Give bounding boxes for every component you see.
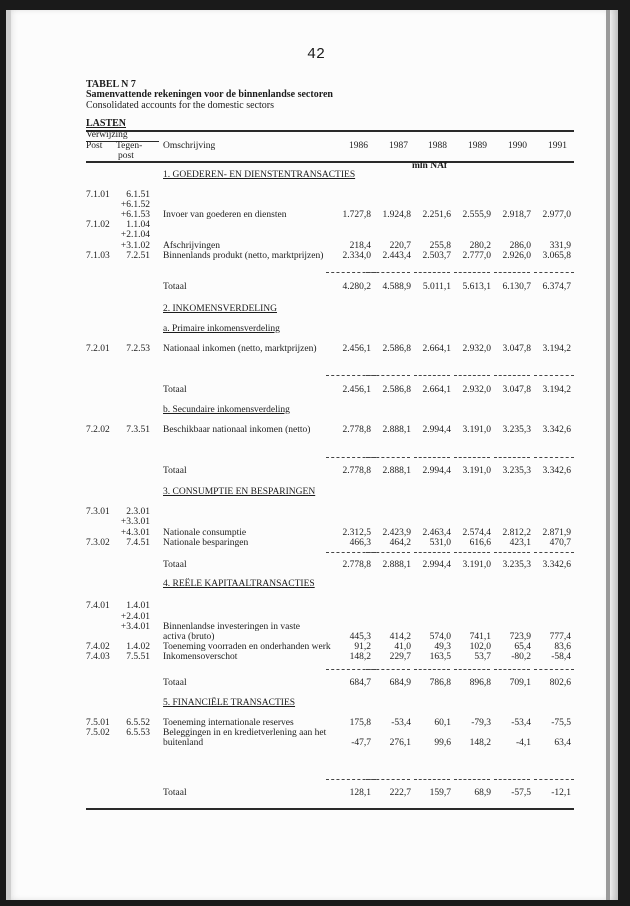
value-1991: 470,7	[549, 538, 571, 548]
value-1988: 163,5	[429, 652, 451, 662]
post-code: 7.1.01	[86, 190, 110, 200]
total-1989: 5.613,1	[462, 282, 491, 292]
subsection-title-2a: a. Primaire inkomensverdeling	[163, 324, 280, 334]
tegenpost-code: 2.3.01	[126, 507, 150, 517]
row-description: Beschikbaar nationaal inkomen (netto)	[163, 425, 311, 435]
total-row	[0, 282, 612, 294]
value-1986: 466,3	[349, 538, 371, 548]
value-1986: 218,4	[349, 241, 371, 251]
table-row	[0, 251, 612, 263]
value-1987: 229,7	[389, 652, 411, 662]
value-1989: 280,2	[469, 241, 491, 251]
total-1989: 3.191,0	[462, 560, 491, 570]
row-description-cont: buitenland	[163, 738, 204, 748]
total-row	[0, 466, 612, 478]
table-side-label: LASTEN	[86, 118, 127, 129]
value-1989: 2.574,4	[462, 528, 491, 538]
value-1987: 464,2	[389, 538, 411, 548]
value-1990: -80,2	[511, 652, 531, 662]
value-1987: 41,0	[394, 642, 411, 652]
total-1988: 2.664,1	[422, 385, 451, 395]
value-1991: -75,5	[551, 718, 571, 728]
value-1986: 175,8	[349, 718, 371, 728]
row-description: Inkomensoverschot	[163, 652, 238, 662]
value-1991: -58,4	[551, 652, 571, 662]
value-1991: 63,4	[554, 738, 571, 748]
total-1990: -57,5	[511, 788, 531, 798]
header-year-1989: 1989	[468, 141, 487, 151]
total-1991: -12,1	[551, 788, 571, 798]
table-title-nl: Samenvattende rekeningen voor de binnenlandse sectoren	[86, 89, 333, 100]
value-1987: 2.888,1	[382, 425, 411, 435]
value-1988: 531,0	[429, 538, 451, 548]
header-post: Post	[86, 141, 103, 151]
value-1990: -4,1	[515, 738, 531, 748]
total-1991: 6.374,7	[542, 282, 571, 292]
total-1986: 684,7	[349, 678, 371, 688]
row-description: Beleggingen in en kredietverlening aan het	[163, 728, 327, 738]
row-description: Toeneming voorraden en onderhanden werk	[163, 642, 331, 652]
tegenpost-code: +6.1.53	[120, 210, 150, 220]
total-1988: 5.011,1	[422, 282, 451, 292]
tegenpost-code: 7.5.51	[126, 652, 150, 662]
tegenpost-code: 1.1.04	[126, 220, 150, 230]
tegenpost-code: 6.5.52	[126, 718, 150, 728]
tegenpost-code: +2.4.01	[120, 612, 150, 622]
row-description: Nationaal inkomen (netto, marktprijzen)	[163, 344, 317, 354]
value-1991: 2.871,9	[542, 528, 571, 538]
value-1991: 83,6	[554, 642, 571, 652]
table-title-en: Consolidated accounts for the domestic sectors	[86, 100, 275, 111]
total-1987: 4.588,9	[382, 282, 411, 292]
value-1989: 2.777,0	[462, 251, 491, 261]
section-title-4: 4. REËLE KAPITAALTRANSACTIES	[163, 579, 315, 589]
value-1988: 2.251,6	[422, 210, 451, 220]
value-1989: 2.932,0	[462, 344, 491, 354]
header-year-1986: 1986	[349, 141, 368, 151]
row-description: Invoer van goederen en diensten	[163, 210, 287, 220]
total-row	[0, 385, 612, 397]
total-1988: 2.994,4	[422, 560, 451, 570]
header-description: Omschrijving	[163, 141, 216, 151]
value-1988: 2.994,4	[422, 425, 451, 435]
value-1988: 60,1	[434, 718, 451, 728]
total-1987: 2.888,1	[382, 466, 411, 476]
total-1990: 3.047,8	[502, 385, 531, 395]
total-1989: 896,8	[469, 678, 491, 688]
row-description: Nationale consumptie	[163, 528, 247, 538]
value-1988: 49,3	[434, 642, 451, 652]
tegenpost-code: 1.4.01	[126, 601, 150, 611]
value-1990: 65,4	[514, 642, 531, 652]
section-title-3: 3. CONSUMPTIE EN BESPARINGEN	[163, 487, 316, 497]
header-year-1991: 1991	[548, 141, 567, 151]
total-1989: 3.191,0	[462, 466, 491, 476]
value-1986: 1.727,8	[342, 210, 371, 220]
value-1986: 2.334,0	[342, 251, 371, 261]
post-code: 7.4.03	[86, 652, 110, 662]
total-1989: 68,9	[474, 788, 491, 798]
value-1986: 445,3	[349, 632, 371, 642]
post-code: 7.4.02	[86, 642, 110, 652]
value-1989: 102,0	[469, 642, 491, 652]
value-1991: 777,4	[549, 632, 571, 642]
value-1988: 2.463,4	[422, 528, 451, 538]
table-row	[0, 652, 612, 664]
total-1991: 3.194,2	[542, 385, 571, 395]
page-left-edge	[6, 10, 11, 900]
value-1990: 3.047,8	[502, 344, 531, 354]
table-row	[0, 738, 612, 750]
value-1987: 2.586,8	[382, 344, 411, 354]
post-code: 7.3.01	[86, 507, 110, 517]
post-code: 7.4.01	[86, 601, 110, 611]
total-row	[0, 560, 612, 572]
value-1988: 574,0	[429, 632, 451, 642]
table-bottom-rule	[86, 808, 574, 810]
row-description: Binnenlandse investeringen in vaste	[163, 622, 300, 632]
tegenpost-code: 1.4.02	[126, 642, 150, 652]
total-1990: 6.130,7	[502, 282, 531, 292]
total-label: Totaal	[163, 788, 187, 798]
value-1990: 2.926,0	[502, 251, 531, 261]
header-year-1988: 1988	[428, 141, 447, 151]
value-1987: -53,4	[391, 718, 411, 728]
total-1986: 4.280,2	[342, 282, 371, 292]
value-1989: 2.555,9	[462, 210, 491, 220]
subsection-title-2b: b. Secundaire inkomensverdeling	[163, 405, 290, 415]
value-1987: 2.443,4	[382, 251, 411, 261]
value-1991: 331,9	[549, 241, 571, 251]
total-label: Totaal	[163, 466, 187, 476]
value-1989: 3.191,0	[462, 425, 491, 435]
value-1987: 414,2	[389, 632, 411, 642]
total-1991: 3.342,6	[542, 466, 571, 476]
value-1986: 2.312,5	[342, 528, 371, 538]
value-1986: 91,2	[354, 642, 371, 652]
value-1986: 148,2	[349, 652, 371, 662]
value-1987: 220,7	[389, 241, 411, 251]
total-1990: 709,1	[509, 678, 531, 688]
value-1990: 3.235,3	[502, 425, 531, 435]
value-1988: 2.503,7	[422, 251, 451, 261]
row-description: Nationale besparingen	[163, 538, 249, 548]
value-1989: 53,7	[474, 652, 491, 662]
total-row	[0, 788, 612, 800]
page-right-edge	[606, 10, 610, 900]
post-code: 7.3.02	[86, 538, 110, 548]
total-1986: 128,1	[349, 788, 371, 798]
total-1987: 2.888,1	[382, 560, 411, 570]
tegenpost-code: +3.4.01	[120, 622, 150, 632]
post-code: 7.1.02	[86, 220, 110, 230]
unit-label: mln NAf	[412, 161, 448, 171]
tegenpost-code: +6.1.52	[120, 200, 150, 210]
post-code: 7.1.03	[86, 251, 110, 261]
post-code: 7.2.01	[86, 344, 110, 354]
table-row	[0, 425, 612, 437]
value-1988: 2.664,1	[422, 344, 451, 354]
total-1989: 2.932,0	[462, 385, 491, 395]
total-label: Totaal	[163, 678, 187, 688]
tegenpost-code: 7.2.53	[126, 344, 150, 354]
total-1986: 2.778,8	[342, 560, 371, 570]
header-tegenpost-2: post	[118, 151, 134, 161]
tegenpost-code: +4.3.01	[120, 528, 150, 538]
value-1990: 2.812,2	[502, 528, 531, 538]
value-1990: 423,1	[509, 538, 531, 548]
value-1991: 3.194,2	[542, 344, 571, 354]
total-1987: 2.586,8	[382, 385, 411, 395]
tegenpost-code: 7.3.51	[126, 425, 150, 435]
tegenpost-code: 7.2.51	[126, 251, 150, 261]
value-1987: 1.924,8	[382, 210, 411, 220]
value-1989: -79,3	[471, 718, 491, 728]
total-label: Totaal	[163, 385, 187, 395]
table-row	[0, 344, 612, 356]
total-1987: 222,7	[389, 788, 411, 798]
value-1991: 3.342,6	[542, 425, 571, 435]
total-1990: 3.235,3	[502, 466, 531, 476]
value-1990: 286,0	[509, 241, 531, 251]
tegenpost-code: 6.1.51	[126, 190, 150, 200]
value-1988: 99,6	[434, 738, 451, 748]
value-1986: 2.456,1	[342, 344, 371, 354]
header-year-1990: 1990	[508, 141, 527, 151]
total-1988: 159,7	[429, 788, 451, 798]
total-1988: 2.994,4	[422, 466, 451, 476]
value-1990: 723,9	[509, 632, 531, 642]
row-description: Toeneming internationale reserves	[163, 718, 294, 728]
tegenpost-code: 6.5.53	[126, 728, 150, 738]
value-1989: 148,2	[469, 738, 491, 748]
section-title-2: 2. INKOMENSVERDELING	[163, 304, 277, 314]
value-1986: -47,7	[351, 738, 371, 748]
header-verwijzing: Verwijzing	[86, 130, 128, 140]
total-1986: 2.456,1	[342, 385, 371, 395]
row-description: Afschrijvingen	[163, 241, 220, 251]
table-row	[0, 538, 612, 550]
tegenpost-code: +3.1.02	[120, 241, 150, 251]
post-code: 7.5.02	[86, 728, 110, 738]
value-1987: 276,1	[389, 738, 411, 748]
total-1986: 2.778,8	[342, 466, 371, 476]
total-row	[0, 678, 612, 690]
total-1991: 802,6	[549, 678, 571, 688]
section-title-5: 5. FINANCIËLE TRANSACTIES	[163, 698, 296, 708]
value-1991: 2.977,0	[542, 210, 571, 220]
page-number: 42	[307, 46, 326, 63]
tegenpost-code: +2.1.04	[120, 230, 150, 240]
value-1987: 2.423,9	[382, 528, 411, 538]
total-label: Totaal	[163, 560, 187, 570]
post-code: 7.2.02	[86, 425, 110, 435]
section-title-1: 1. GOEDEREN- EN DIENSTENTRANSACTIES	[163, 170, 356, 180]
header-year-1987: 1987	[389, 141, 408, 151]
header-tegenpost-1: Tegen-	[116, 141, 143, 151]
value-1988: 255,8	[429, 241, 451, 251]
value-1989: 741,1	[469, 632, 491, 642]
value-1990: -53,4	[511, 718, 531, 728]
header-rule-bottom	[86, 161, 574, 163]
tegenpost-code: +3.3.01	[120, 517, 150, 527]
total-1988: 786,8	[429, 678, 451, 688]
value-1989: 616,6	[469, 538, 491, 548]
tegenpost-code: 7.4.51	[126, 538, 150, 548]
total-1990: 3.235,3	[502, 560, 531, 570]
row-description: Binnenlands produkt (netto, marktprijzen)	[163, 251, 324, 261]
value-1990: 2.918,7	[502, 210, 531, 220]
post-code: 7.5.01	[86, 718, 110, 728]
table-id: TABEL N 7	[86, 79, 136, 90]
total-label: Totaal	[163, 282, 187, 292]
total-1991: 3.342,6	[542, 560, 571, 570]
value-1991: 3.065,8	[542, 251, 571, 261]
total-1987: 684,9	[389, 678, 411, 688]
row-description-cont: activa (bruto)	[163, 632, 215, 642]
value-1986: 2.778,8	[342, 425, 371, 435]
header-rule-top	[86, 130, 574, 132]
